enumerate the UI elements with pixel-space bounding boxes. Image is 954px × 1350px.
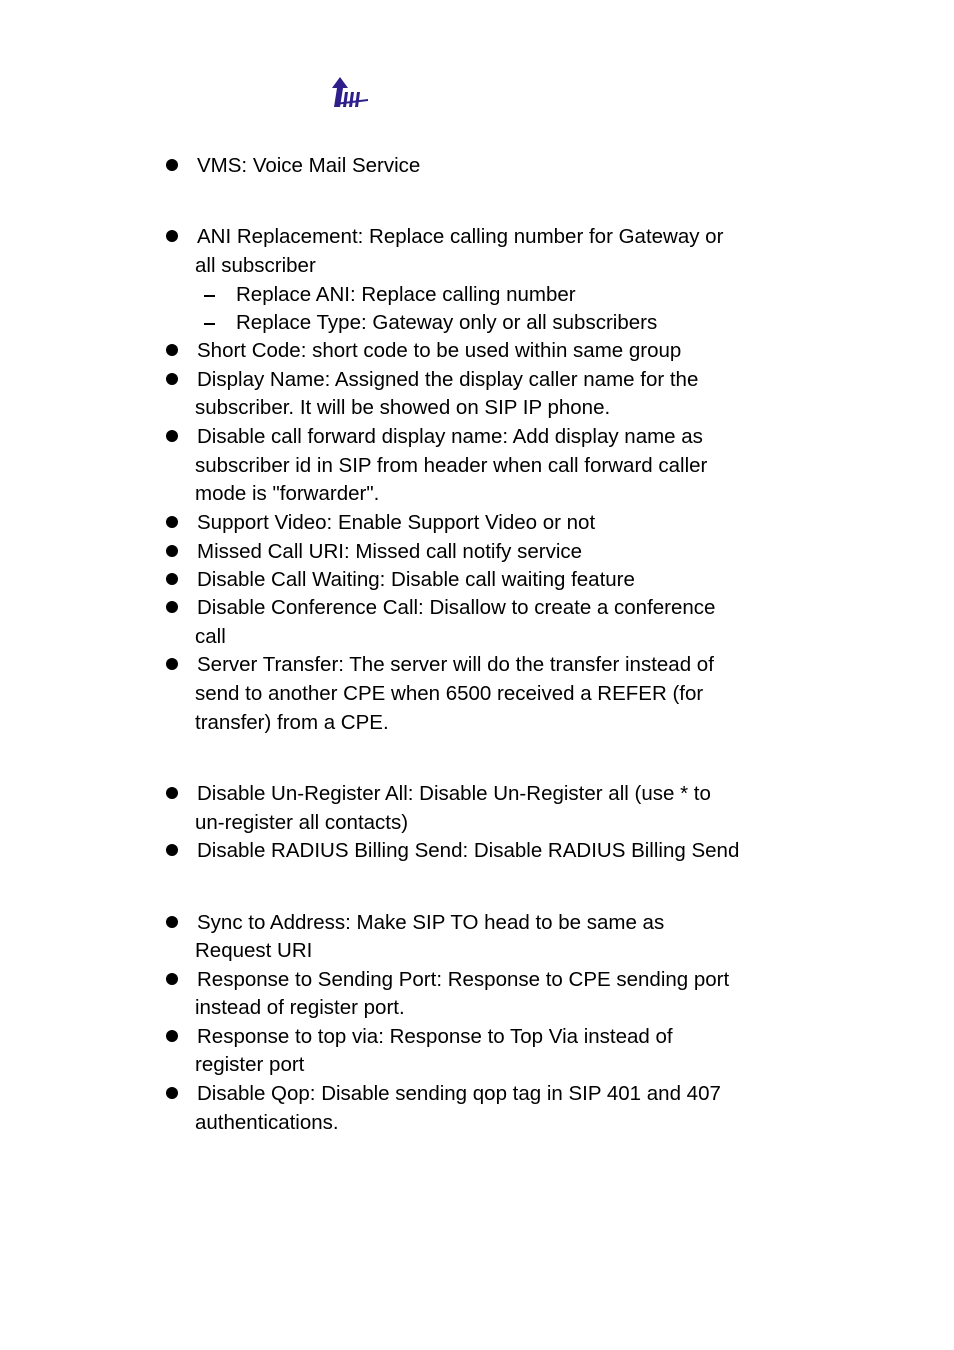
bullet-icon xyxy=(166,916,178,928)
list-item-text: Disable Qop: Disable sending qop tag in SIP 401 and 407 xyxy=(197,1082,721,1105)
list-item-text: Sync to Address: Make SIP TO head to be same as xyxy=(197,911,665,934)
bullet-icon xyxy=(166,1087,178,1099)
sub-item-text: Replace ANI: Replace calling number xyxy=(236,283,576,306)
list-item-text: Missed Call URI: Missed call notify service xyxy=(197,540,583,563)
list-item-text: ANI Replacement: Replace calling number for Gateway or xyxy=(197,225,724,248)
list-item-text: Disable Conference Call: Disallow to create a conference xyxy=(197,596,716,619)
bullet-icon xyxy=(166,373,178,385)
list-item-text: send to another CPE when 6500 received a REFER (for xyxy=(195,682,704,705)
bullet-icon xyxy=(166,430,178,442)
list-item-text: Disable Un-Register All: Disable Un-Register all (use * to xyxy=(197,782,711,805)
company-logo-icon xyxy=(331,77,369,109)
dash-icon xyxy=(204,295,215,297)
bullet-icon xyxy=(166,516,178,528)
bullet-icon xyxy=(166,1030,178,1042)
list-item-text: VMS: Voice Mail Service xyxy=(197,154,421,177)
list-item-text: subscriber id in SIP from header when call forward caller xyxy=(195,454,708,477)
list-item-text: Request URI xyxy=(195,939,313,962)
list-item-text: authentications. xyxy=(195,1111,339,1134)
list-item-text: Disable Call Waiting: Disable call waiting feature xyxy=(197,568,635,591)
bullet-icon xyxy=(166,844,178,856)
list-item-text: Display Name: Assigned the display caller name for the xyxy=(197,368,699,391)
list-item-text: subscriber. It will be showed on SIP IP phone. xyxy=(195,396,611,419)
list-item-text: Short Code: short code to be used within same group xyxy=(197,339,682,362)
bullet-icon xyxy=(166,787,178,799)
list-item-text: transfer) from a CPE. xyxy=(195,711,389,734)
list-item-text: mode is "forwarder". xyxy=(195,482,380,505)
list-item-text: Response to Sending Port: Response to CPE sending port xyxy=(197,968,730,991)
list-item-text: un-register all contacts) xyxy=(195,811,409,834)
bullet-icon xyxy=(166,545,178,557)
bullet-icon xyxy=(166,973,178,985)
list-item-text: instead of register port. xyxy=(195,996,405,1019)
bullet-icon xyxy=(166,658,178,670)
bullet-icon xyxy=(166,601,178,613)
dash-icon xyxy=(204,323,215,325)
list-item-text: register port xyxy=(195,1053,305,1076)
bullet-icon xyxy=(166,159,178,171)
list-item-text: Response to top via: Response to Top Via instead of xyxy=(197,1025,673,1048)
list-item-text: Disable call forward display name: Add display name as xyxy=(197,425,703,448)
list-item-text: all subscriber xyxy=(195,254,316,277)
bullet-icon xyxy=(166,230,178,242)
list-item-text: call xyxy=(195,625,226,648)
list-item-text: Disable RADIUS Billing Send: Disable RADIUS Billing Send xyxy=(197,839,740,862)
bullet-icon xyxy=(166,344,178,356)
list-item-text: Support Video: Enable Support Video or not xyxy=(197,511,596,534)
list-item-text: Server Transfer: The server will do the transfer instead of xyxy=(197,653,714,676)
bullet-icon xyxy=(166,573,178,585)
sub-item-text: Replace Type: Gateway only or all subscribers xyxy=(236,311,658,334)
